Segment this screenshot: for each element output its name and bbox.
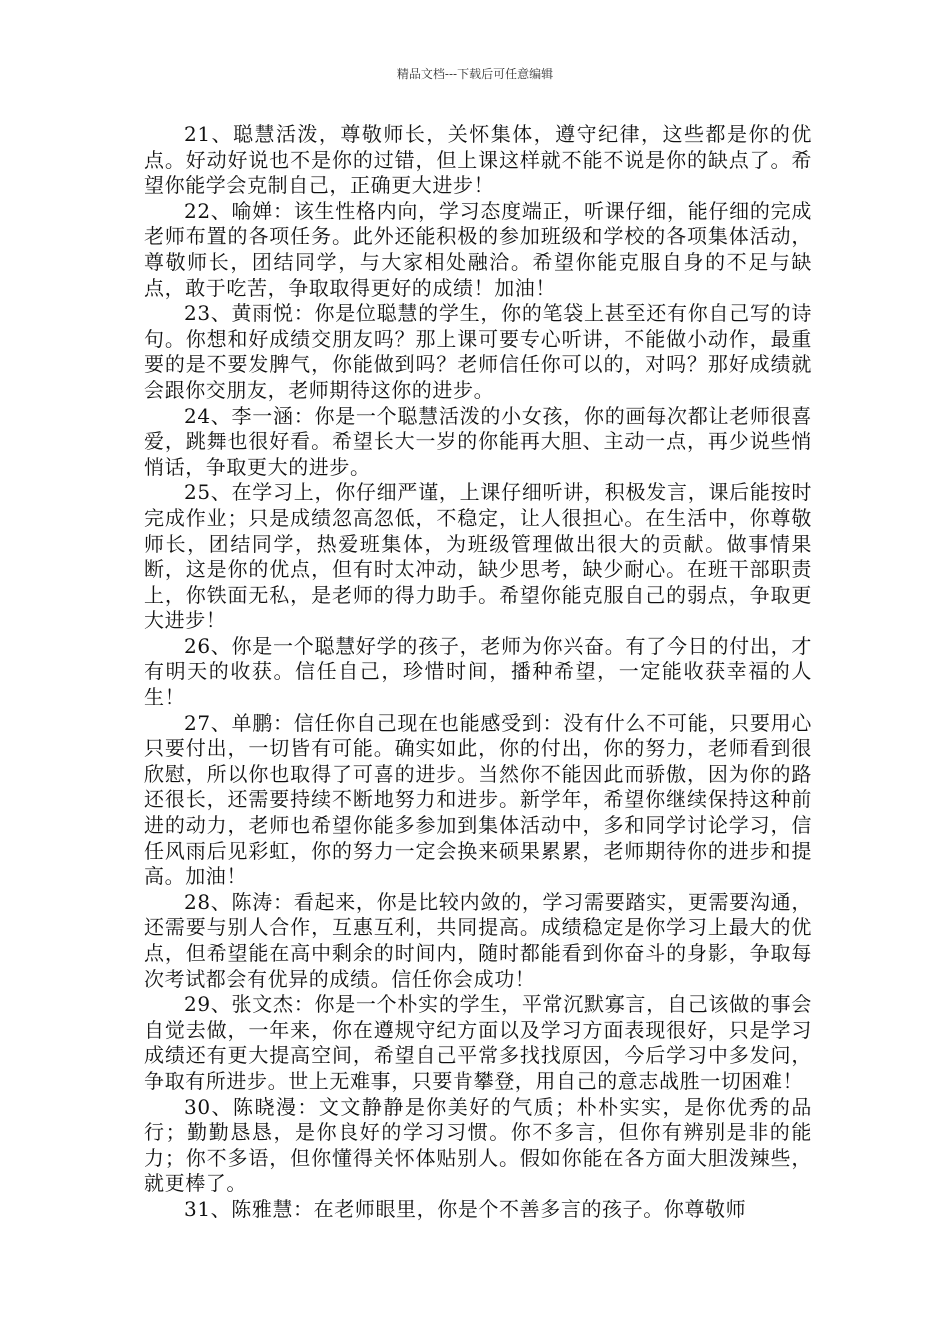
comment-paragraph-29: 29、张文杰：你是一个朴实的学生，平常沉默寡言，自己该做的事会自觉去做，一年来，你在遵规守纪方面以及学习方面表现很好，只是学习成绩还有更大提高空间，希望自己平常多找找原因，今后学习中多发问，争取有所进步。世上无难事，只要肯攀登，用自己的意志战胜一切困难！ — [144, 992, 812, 1093]
comment-paragraph-31: 31、陈雅慧：在老师眼里，你是个不善多言的孩子。你尊敬师 — [184, 1196, 747, 1221]
comment-paragraph-21: 21、聪慧活泼，尊敬师长，关怀集体，遵守纪律，这些都是你的优点。好动好说也不是你的过错，但上课这样就不能不说是你的缺点了。希望你能学会克制自己，正确更大进步！ — [144, 122, 812, 198]
comment-paragraph-28: 28、陈涛：看起来，你是比较内敛的，学习需要踏实，更需要沟通，还需要与别人合作，互惠互利，共同提高。成绩稳定是你学习上最大的优点，但希望能在高中剩余的时间内，随时都能看到你奋斗的身影，争取每次考试都会有优异的成绩。信任你会成功！ — [144, 889, 812, 991]
comment-paragraph-23: 23、黄雨悦：你是位聪慧的学生，你的笔袋上甚至还有你自己写的诗句。你想和好成绩交朋友吗？那上课可要专心听讲，不能做小动作，最重要的是不要发脾气，你能做到吗？老师信任你可以的，对吗？那好成绩就会跟你交朋友，老师期待这你的进步。 — [144, 301, 812, 402]
comment-paragraph-22: 22、喻婵：该生性格内向，学习态度端正，听课仔细，能仔细的完成老师布置的各项任务。此外还能积极的参加班级和学校的各项集体活动，尊敬师长，团结同学，与大家相处融洽。希望你能克服自身的不足与缺点，敢于吃苦，争取取得更好的成绩！加油！ — [144, 198, 812, 300]
comment-paragraph-30: 30、陈晓漫：文文静静是你美好的气质；朴朴实实，是你优秀的品行；勤勤恳恳，是你良好的学习习惯。你不多言，但你有辨别是非的能力；你不多语，但你懂得关怀体贴别人。假如你能在各方面大胆泼辣些，就更棒了。 — [144, 1094, 812, 1196]
comment-paragraph-26: 26、你是一个聪慧好学的孩子，老师为你兴奋。有了今日的付出，才有明天的收获。信任自己，珍惜时间，播种希望，一定能收获幸福的人生！ — [144, 633, 812, 710]
document-body — [144, 122, 812, 1223]
comment-paragraph-24: 24、李一涵：你是一个聪慧活泼的小女孩，你的画每次都让老师很喜爱，跳舞也很好看。希望长大一岁的你能再大胆、主动一点，再少说些悄悄话，争取更大的进步。 — [144, 403, 812, 479]
comment-paragraph-25: 25、在学习上，你仔细严谨，上课仔细听讲，积极发言，课后能按时完成作业；只是成绩忽高忽低，不稳定，让人很担心。在生活中，你尊敬师长，团结同学，热爱班集体，为班级管理做出很大的贡献。做事情果断，这是你的优点，但有时太冲动，缺少思考，缺少耐心。在班干部职责上，你铁面无私，是老师的得力助手。希望你能克服自己的弱点，争取更大进步！ — [144, 480, 812, 633]
page-header: 精品文档---下载后可任意编辑 — [396, 67, 554, 81]
comment-paragraph-27: 27、单鹏：信任你自己现在也能感受到：没有什么不可能，只要用心只要付出，一切皆有可能。确实如此，你的付出，你的努力，老师看到很欣慰，所以你也取得了可喜的进步。当然你不能因此而骄傲，因为你的路还很长，还需要持续不断地努力和进步。新学年，希望你继续保持这种前进的动力，老师也希望你能多参加到集体活动中，多和同学讨论学习，信任风雨后见彩虹，你的努力一定会换来硕果累累，老师期待你的进步和提高。加油！ — [144, 710, 812, 889]
